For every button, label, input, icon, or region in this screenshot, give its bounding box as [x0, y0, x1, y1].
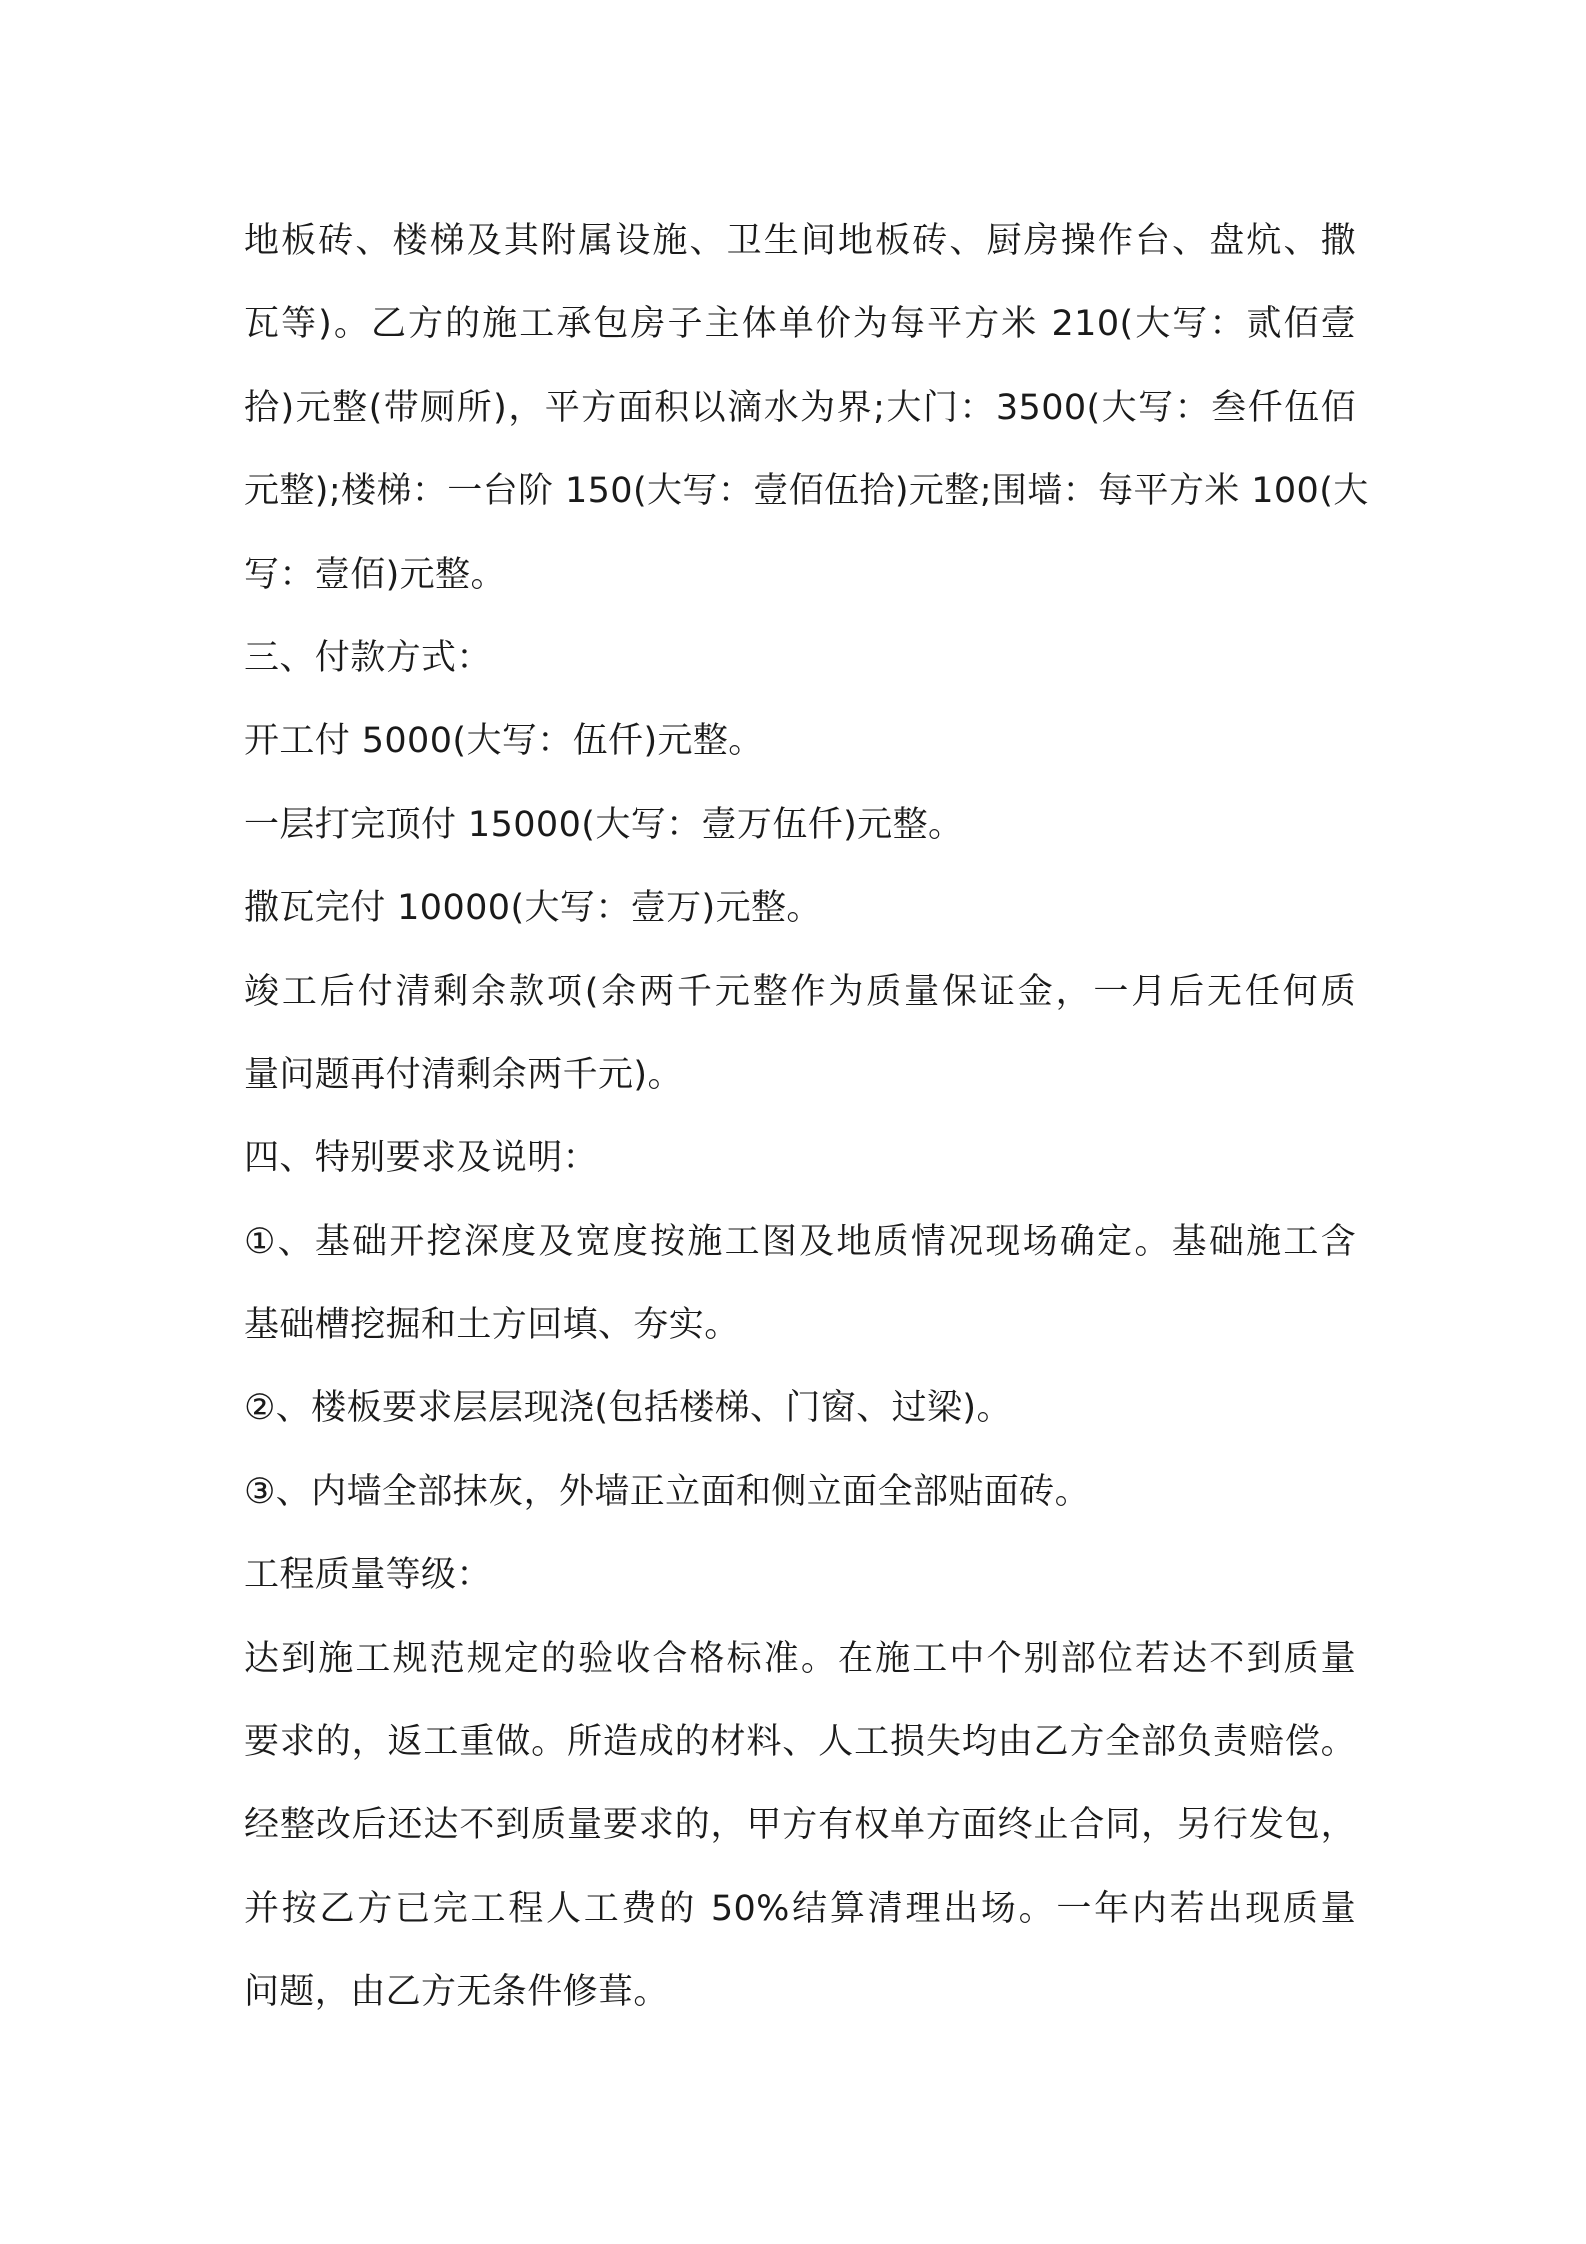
- text-line: 问题，由乙方无条件修葺。: [244, 1972, 669, 2013]
- text-line: 竣工后付清剩余款项(余两千元整作为质量保证金，一月后无任何质: [244, 971, 1356, 1012]
- payment-item-tiling: 撒瓦完付 10000(大写：壹万)元整。: [244, 888, 822, 929]
- payment-item-first-floor: 一层打完顶付 15000(大写：壹万伍仟)元整。: [244, 804, 964, 845]
- text-line: 瓦等)。乙方的施工承包房子主体单价为每平方米 210(大写：贰佰壹: [244, 304, 1356, 345]
- text-line: 经整改后还达不到质量要求的，甲方有权单方面终止合同，另行发包，: [244, 1805, 1356, 1846]
- requirement-item-2: ②、楼板要求层层现浇(包括楼梯、门窗、过梁)。: [244, 1388, 1012, 1429]
- text-line: 写：壹佰)元整。: [244, 554, 506, 595]
- text-line: 并按乙方已完工程人工费的 50%结算清理出场。一年内若出现质量: [244, 1888, 1356, 1929]
- section-heading-payment: 三、付款方式：: [244, 637, 492, 678]
- text-line: 基础槽挖掘和土方回填、夯实。: [244, 1305, 740, 1346]
- text-line: 元整);楼梯：一台阶 150(大写：壹佰伍拾)元整;围墙：每平方米 100(大: [244, 471, 1369, 512]
- text-line: 量问题再付清剩余两千元)。: [244, 1054, 683, 1095]
- text-line: 拾)元整(带厕所)，平方面积以滴水为界;大门：3500(大写：叁仟伍佰: [244, 387, 1356, 428]
- text-line: 地板砖、楼梯及其附属设施、卫生间地板砖、厨房操作台、盘炕、撒: [244, 221, 1356, 261]
- payment-item-start: 开工付 5000(大写：伍仟)元整。: [244, 721, 764, 762]
- document-body: [244, 200, 1369, 2035]
- section-heading-quality-grade: 工程质量等级：: [244, 1555, 492, 1596]
- text-line: ①、基础开挖深度及宽度按施工图及地质情况现场确定。基础施工含: [244, 1221, 1356, 1262]
- text-line: 要求的，返工重做。所造成的材料、人工损失均由乙方全部负责赔偿。: [244, 1722, 1356, 1763]
- text-line: 达到施工规范规定的验收合格标准。在施工中个别部位若达不到质量: [244, 1638, 1356, 1679]
- requirement-item-3: ③、内墙全部抹灰，外墙正立面和侧立面全部贴面砖。: [244, 1471, 1090, 1512]
- section-heading-special-requirements: 四、特别要求及说明：: [244, 1138, 599, 1179]
